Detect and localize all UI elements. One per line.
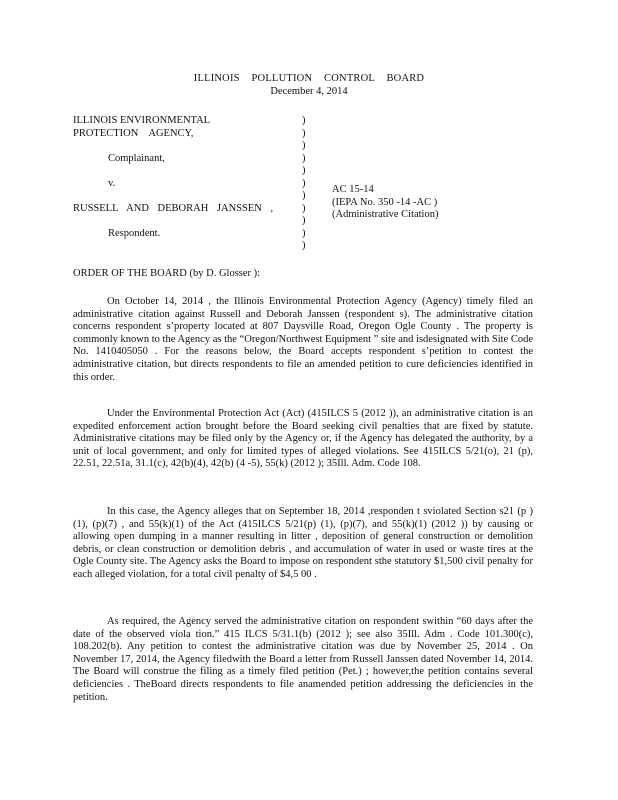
case-number: AC 15-14 [332, 184, 374, 195]
caption-line [73, 140, 303, 153]
caption-line: RUSSELL AND DEBORAH JANSSEN , [73, 202, 274, 214]
caption-line: PROTECTION AGENCY, [73, 127, 194, 139]
caption-parties [73, 115, 303, 240]
caption-line: Respondent. [108, 227, 161, 239]
caption-case-numbers [332, 184, 532, 222]
caption-parentheses [302, 115, 312, 253]
paren: ) [302, 227, 306, 239]
paren: ) [302, 215, 306, 226]
paren: ) [302, 140, 306, 151]
caption-line [73, 165, 303, 178]
caption-line: ILLINOIS ENVIRONMENTAL [73, 115, 211, 126]
body-paragraph: On October 14, 2014 , the Illinois Environmental Protection Agency (Agency) timely filed an administrative citation against Russell and Deborah Janssen (respondent s). The administrative citation concerns respondent s’property located at 807 Daysville Road, Oregon Ogle County . The property is commonly known to the Agency as the “Oregon/Northwest Equipment ” site and isdesignated with Site Code No. 1410405050 . For the reasons below, the Board accepts respondent s’petition to contest the administrative citation, but directs respondents to file an amended petition to cure deficiencies identified in this order. [73, 296, 533, 383]
paren: ) [302, 115, 306, 126]
citation-type: (Administrative Citation) [332, 209, 439, 220]
caption-line [73, 190, 303, 203]
caption-line: Complainant, [108, 152, 165, 164]
board-name: ILLINOIS POLLUTION CONTROL BOARD [193, 73, 425, 84]
caption-line [73, 215, 303, 228]
body-paragraph: As required, the Agency served the administrative citation on respondent swithin “60 days after the date of the observed viola tion.” 415 ILCS 5/31.1(b) (2012 ); see also 35Ill. Adm . Code 101.300(c), 108.202(b). Any petition to contest the administrative citation was due by November 25, 2014 . On November 17, 2014, the Agency filedwith the Board a letter from Russell Janssen dated November 14, 2014. The Board will construe the filing as a timely filed petition (Pet.) ; however,the petition contains several deficiencies . TheBoard directs respondents to file anamended petition addressing the deficiencies in the petition. [73, 616, 533, 703]
paren: ) [302, 190, 306, 201]
body-paragraph: Under the Environmental Protection Act (Act) (415ILCS 5 (2012 )), an administrative citation is an expedited enforcement action brought before the Board seeking civil penalties that are fixed by statute. Administrative citations may be filed only by the Agency or, if the Agency has delegated the authority, by a unit of local government, and only for limited types of alleged violations. See 415ILCS 5/21(o), 21 (p), 22.51, 22.51a, 31.1(c), 42(b)(4), 42(b) (4 -5), 55(k) (2012 ); 35Ill. Adm. Code 108. [73, 408, 533, 470]
iepa-number: (IEPA No. 350 -14 -AC ) [332, 196, 438, 208]
order-heading: ORDER OF THE BOARD (by D. Glosser ): [73, 268, 261, 279]
document-header [0, 72, 618, 98]
caption-line: v. [108, 177, 116, 189]
paren: ) [302, 127, 306, 139]
paren: ) [302, 240, 306, 251]
order-date: December 4, 2014 [270, 86, 348, 97]
body-paragraph: In this case, the Agency alleges that on September 18, 2014 ,responden t sviolated Section s21 (p ) (1), (p)(7) , and 55(k)(1) of the Act (415ILCS 5/21(p) (1), (p)(7), and 55(k)(1) (2012 )) by causing or allowing open dumping in a manner resulting in litter , deposition of general construction or demolition debris, or clean construction or demolition debris , and accumulation of water in used or waste tires at the Ogle County site. The Agency asks the Board to impose on respondent sthe statutory $1,500 civil penalty for each alleged violation, for a total civil penalty of $4,5 00 . [73, 506, 533, 580]
paren: ) [302, 152, 306, 164]
paren: ) [302, 177, 306, 189]
paren: ) [302, 202, 306, 214]
paren: ) [302, 165, 306, 176]
